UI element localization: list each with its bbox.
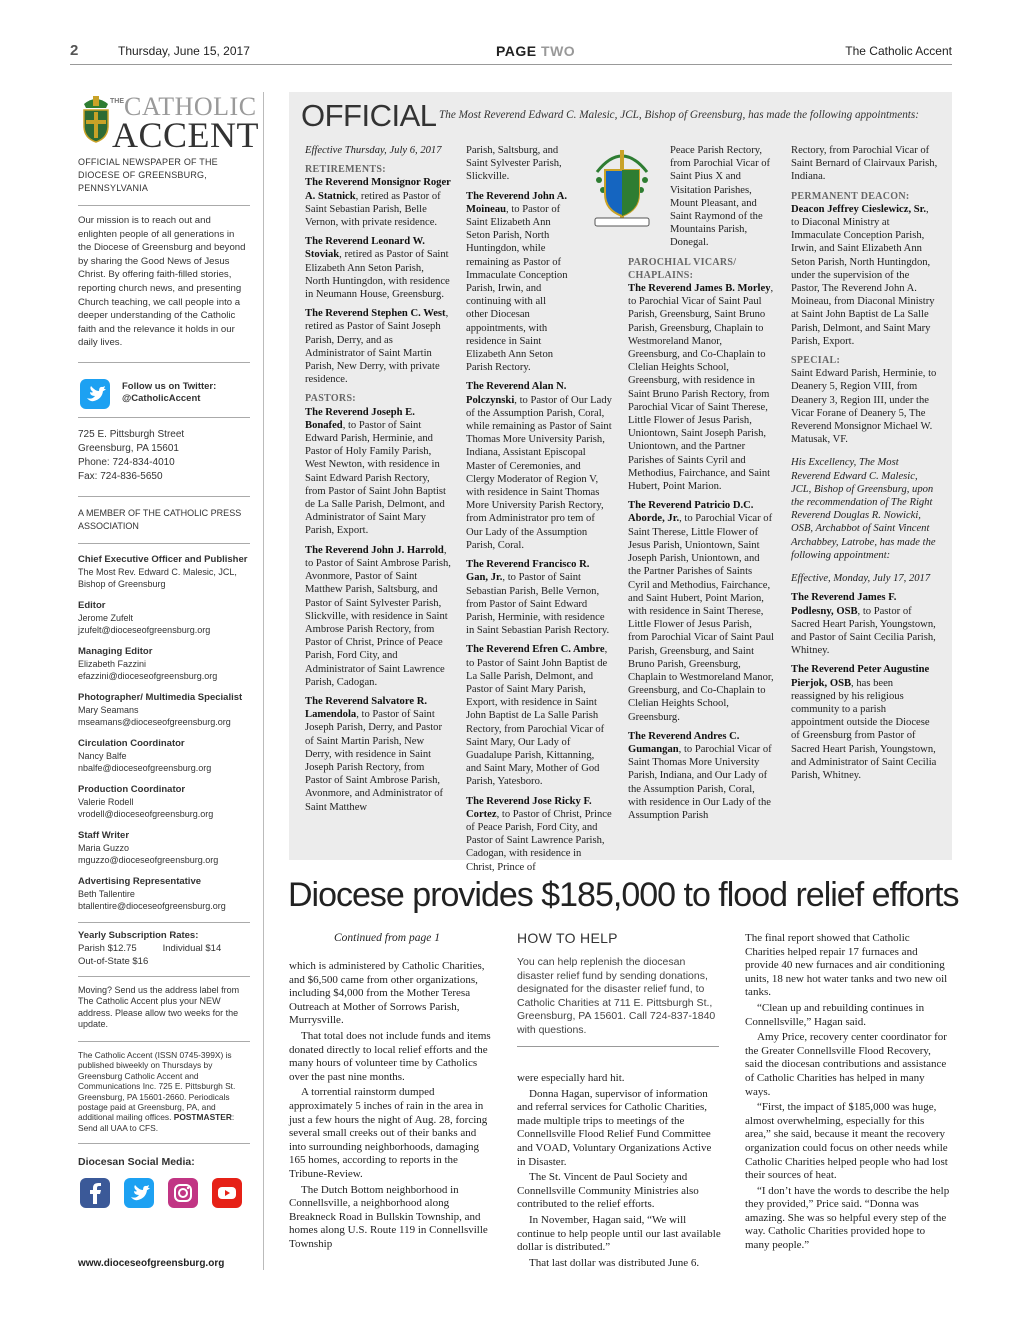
article-paragraph: “First, the impact of $185,000 was huge, almost overwhelming, especially for this area,” she said, because it meant the recovery organization could focus on other needs while Catholic Charities helped people who had lost their sources of heat.	[745, 1101, 948, 1182]
tagline: OFFICIAL NEWSPAPER OF THE DIOCESE OF GREENSBURG, PENNSYLVANIA	[78, 150, 250, 206]
article-paragraph: The St. Vincent de Paul Society and Connellsville Community Ministries also contributed to the relief efforts.	[517, 1171, 699, 1211]
official-subtitle: The Most Reverend Edward C. Malesic, JCL, Bishop of Greensburg, has made the following appointments:	[439, 109, 919, 121]
article-paragraph: were especially hard hit.	[517, 1072, 625, 1084]
staff-name: Mary Seamans mseamans@dioceseofgreensburg.org	[78, 704, 231, 727]
staff-list	[78, 554, 250, 912]
article-headline: Diocese provides $185,000 to flood relief efforts	[288, 876, 959, 914]
staff-entry	[78, 646, 250, 682]
staff-title: Staff Writer	[78, 829, 130, 841]
official-column-1: Effective Thursday, July 6, 2017 RETIREMENTS: The Reverend Monsignor Roger A. Statnick, retired as Pastor of Saint Sebastian Parish, Belle Vernon, with private residence. The Reverend Leonard W. Stoviak, retired as Pastor of Saint Elizabeth Ann Seton Parish, North Huntingdon, with residence in Neumann House, Greensburg. The Reverend Stephen C. West, retired as Pastor of Saint Joseph Parish, Derry, and as Administrator of Saint Martin Parish, New Derry, with private residence. PASTORS: The Reverend Joseph E. Bonafed, to Pastor of Saint Edward Parish, Herminie, and Pastor of Holy Family Parish, West Newton, with residence in Saint Edward Parish Rectory, from Pastor of Saint John Baptist de La Salle Parish, Delmont, and Administrator of Saint Mary Parish, Export. The Reverend John J. Harrold, to Pastor of Saint Ambrose Parish, Avonmore, Pastor of Saint Matthew Parish, Saltsburg, and Pastor of Saint Sylvester Parish, Slickville, with residence in Saint Ambrose Parish Rectory, from Pastor of Christ, Prince of Peace Parish, Ford City, and Administrator of Saint Lawrence Parish, Cadogan. The Reverend Salvatore R. Lamendola, to Pastor of Saint Joseph Parish, Derry, and Pastor of Saint Martin Parish, New Derry, with residence in Saint Joseph Parish Rectory, from Pastor of Saint Ambrose Parish, Avonmore, and Administrator of Saint Matthew	[305, 145, 451, 813]
how-to-help-body: You can help replenish the diocesan disaster relief fund by sending donations, designated for the disaster relief fund, to Catholic Charities at 711 E. Pittsburgh St., Greensburg, PA 15601. Call 724-837-1840 with questions.	[517, 956, 716, 1036]
article-paragraph: That last dollar was distributed June 6.	[529, 1256, 700, 1269]
official-column-3: Peace Parish Rectory, from Parochial Vicar of Saint Pius X and Visitation Parishes, Mount Pleasant, and Saint Raymond of the Mountains Parish, Donegal. PAROCHIAL VICARS/ CHAPLAINS: The Reverend James B. Morley, to Parochial Vicar of Saint Paul Parish, Greensburg, Saint Bruno Parish, Greensburg, Chaplain to Westmoreland Manor, Greensburg, and Co-Chaplain to Clelian Heights School, Greensburg, with residence in Saint Bruno Parish Rectory, from Parochial Vicar of Saint Therese, Little Flower of Jesus Parish, Uniontown, Saint Joseph Parish, Uniontown, and the Partner Parishes of Saints Cyril and Methodius, Fairchance, and Saint Hubert, Point Marion. The Reverend Patricio D.C. Aborde, Jr., to Parochial Vicar of Saint Therese, Little Flower of Jesus Parish, Uniontown, Saint Joseph Parish, Uniontown, and the Partner Parishes of Saints Cyril and Methodius, Fairchance, and Saint Hubert, Point Marion, with residence in Saint Therese, Little Flower of Jesus Parish, from Parochial Vicar of Saint Paul Parish, Greensburg, and Saint Bruno Parish, Greensburg, Chaplain to Westmoreland Manor, Greensburg, and Co-Chaplain to Clelian Heights School, Greensburg. The Reverend Andres C. Gumangan, to Parochial Vicar of Saint Thomas More University Parish, Indiana, and Our Lady of the Assumption Parish, Coral, with residence in Our Lady of the Assumption Parish	[628, 145, 774, 821]
social-icons	[78, 1178, 250, 1214]
staff-name: Nancy Balfe nbalfe@dioceseofgreensburg.org	[78, 750, 212, 773]
article-paragraph: A torrential rainstorm dumped approximately 5 inches of rain in the area in just a few hours the night of Aug. 28, forcing several small creeks out of their banks and into surrounding neighborhoods, damaging 165 homes, according to reports in the Tribune-Review.	[289, 1086, 488, 1180]
article-paragraph: In November, Hagan said, “We will continue to help people until our last available dollar is distributed.”	[517, 1213, 721, 1254]
staff-title: Circulation Coordinator	[78, 737, 185, 749]
section-title: PAGE TWO	[496, 43, 576, 59]
twitter-follow[interactable]: Follow us on Twitter: @CatholicAccent	[78, 377, 250, 418]
article-paragraph: That total does not include funds and items donated directly to local relief efforts and the many hours of volunteer time by Catholics over the past nine months.	[289, 1029, 491, 1083]
twitter-social-icon[interactable]	[124, 1178, 154, 1208]
member-note: A MEMBER OF THE CATHOLIC PRESS ASSOCIATION	[78, 497, 250, 544]
how-to-help-box	[517, 930, 719, 1047]
staff-entry	[78, 784, 250, 820]
masthead-sidebar	[78, 92, 259, 1214]
continued-note: Continued from page 1	[334, 932, 440, 944]
article-column-2	[517, 1072, 721, 1272]
contact-address: 725 E. Pittsburgh Street Greensburg, PA 15601 Phone: 724-834-4010 Fax: 724-836-5650	[78, 428, 250, 497]
mission-statement: Our mission is to reach out and enlighten people of all generations in the Diocese of Greensburg and beyond by sharing the Good News of Jesus Christ. By offering faith-filled stories, reporting church news, and presenting Church teaching, we call people into a deeper understanding of the Catholic faith and the relevance it holds in our daily lives.	[78, 214, 250, 363]
staff-title: Editor	[78, 599, 106, 611]
website-link[interactable]: www.dioceseofgreensburg.org	[78, 1258, 225, 1269]
issue-date: Thursday, June 15, 2017	[118, 44, 250, 58]
staff-title: Managing Editor	[78, 645, 153, 657]
article-paragraph: “Clean up and rebuilding continues in Connellsville,” Hagan said.	[745, 1001, 925, 1028]
youtube-icon[interactable]	[212, 1178, 242, 1208]
staff-entry	[78, 876, 250, 912]
staff-entry	[78, 692, 250, 728]
how-to-help-title: HOW TO HELP	[517, 930, 618, 946]
staff-name: Jerome Zufelt jzufelt@dioceseofgreensburg.org	[78, 612, 211, 635]
article-column-1	[289, 960, 495, 1253]
catholic-accent-logo: THE CATHOLIC ACCENT	[78, 92, 250, 150]
staff-name: Beth Tallentire btallentire@dioceseofgreensburg.org	[78, 888, 226, 911]
twitter-icon[interactable]	[80, 379, 110, 409]
article-column-3	[745, 932, 951, 1255]
subscription-rates: Yearly Subscription Rates: Parish $12.75 Individual $14 Out-of-State $16	[78, 922, 250, 977]
staff-name: Valerie Rodell vrodell@dioceseofgreensburg.org	[78, 796, 214, 819]
staff-entry	[78, 554, 250, 590]
logo-catholic: CATHOLIC	[124, 92, 257, 121]
page-number: 2	[70, 42, 79, 59]
twitter-handle[interactable]: @CatholicAccent	[122, 392, 201, 404]
article-paragraph: Donna Hagan, supervisor of information and referral services for Catholic Charities, made multiple trips to meetings of the Connellsville Flood Relief Fund Committee and VOAD, Voluntary Organizations Active in Disaster.	[517, 1087, 712, 1168]
instagram-icon[interactable]	[168, 1178, 198, 1208]
page-header	[70, 38, 952, 65]
staff-title: Production Coordinator	[78, 783, 186, 795]
staff-entry	[78, 738, 250, 774]
publication-name: The Catholic Accent	[845, 44, 952, 58]
facebook-icon[interactable]	[80, 1178, 110, 1208]
social-title: Diocesan Social Media:	[78, 1156, 195, 1169]
staff-entry	[78, 830, 250, 866]
official-title: OFFICIAL	[301, 98, 437, 133]
official-appointments-box	[289, 92, 952, 873]
staff-entry	[78, 600, 250, 636]
diocese-crest-icon	[78, 94, 114, 144]
official-column-4: Rectory, from Parochial Vicar of Saint Bernard of Clairvaux Parish, Indiana. PERMANENT DEACON: Deacon Jeffrey Cieslewicz, Sr., to Diaconal Ministry at Immaculate Conception Parish, Irwin, and Saint Elizabeth Ann Seton Parish, North Huntingdon, under the supervision of the Pastor, The Reverend John A. Moineau, from Diaconal Ministry at Saint John Baptist de La Salle Parish, Delmont, and Saint Mary Parish, Export. SPECIAL: Saint Edward Parish, Herminie, to Deanery 5, Region VIII, from Deanery 3, Region III, under the Vicar Forane of Deanery 5, The Reverend Monsignor Michael W. Matusak, VF. His Excellency, The Most Reverend Edward C. Malesic, JCL, Bishop of Greensburg, upon the recommendation of The Right Reverend Douglas R. Nowicki, OSB, Archabbot of Saint Vincent Archabbey, Latrobe, has made the following appointment: Effective, Monday, July 17, 2017 The Reverend James F. Podlesny, OSB, to Pastor of Sacred Heart Parish, Youngstown, and Pastor of Saint Cecilia Parish, Whitney. The Reverend Peter Augustine Pierjok, OSB, has been reassigned by his religious community to a parish appointment outside the Diocese of Greensburg from Pastor of Sacred Heart Parish, Youngstown, and Administrator of Saint Cecilia Parish, Whitney.	[791, 145, 938, 781]
column-divider	[263, 92, 264, 1270]
article-paragraph: which is administered by Catholic Charities, and $6,500 came from other organizations, including $4,000 from the Mother Teresa Outreach at Mother of Sorrows Parish, Murrysville.	[289, 960, 485, 1027]
moving-note: Moving? Send us the address label from The Catholic Accent plus your NEW address. Please allow two weeks for the update.	[78, 977, 250, 1042]
article-paragraph: Amy Price, recovery center coordinator for the Greater Connellsville Flood Recovery, said the diocesan contributions and assistance of Catholic Charities has helped in many ways.	[745, 1031, 947, 1098]
staff-title: Photographer/ Multimedia Specialist	[78, 691, 243, 703]
article-paragraph: The final report showed that Catholic Charities helped repair 17 furnaces and provide 40 new furnaces and air conditioning units, 18 new hot water tanks and two new oil tanks.	[745, 932, 948, 999]
staff-title: Chief Executive Officer and Publisher	[78, 553, 248, 565]
official-column-2: Parish, Saltsburg, and Saint Sylvester Parish, Slickville. The Reverend John A. Moineau, to Pastor of Saint Elizabeth Ann Seton Parish, North Huntingdon, while remaining as Pastor of Immaculate Conception Parish, Irwin, and continuing with all other Diocesan appointments, with residence in Saint Elizabeth Ann Seton Parish Rectory. The Reverend Alan N. Polczynski, to Pastor of Our Lady of the Assumption Parish, Coral, while remaining as Pastor of Saint Thomas More University Parish, Indiana, Assistant Episcopal Master of Ceremonies, and Clergy Moderator of Region V, with residence in Saint Thomas More University Parish Rectory, from Administrator pro tem of Our Lady of the Assumption Parish, Coral. The Reverend Francisco R. Gan, Jr., to Pastor of Saint Sebastian Parish, Belle Vernon, from Pastor of Saint Edward Parish, Herminie, with residence in Saint Sebastian Parish Rectory. The Reverend Efren C. Ambre, to Pastor of Saint John Baptist de La Salle Parish, Delmont, and Pastor of Saint Mary Parish, Export, with residence in Saint John Baptist de La Salle Parish Rectory, from Parochial Vicar of Saint Mary, Our Lady of Guadalupe Parish, Kittanning, and Saint Mary, Mother of God Parish, Yatesboro. The Reverend Jose Ricky F. Cortez, to Pastor of Christ, Prince of Peace Parish, Ford City, and Pastor of Saint Lawrence Parish, Cadogan, with residence in Christ, Prince of	[466, 145, 612, 873]
issn-note: The Catholic Accent (ISSN 0745-399X) is published biweekly on Thursdays by Greensburg Catholic Accent and Communications Inc. 725 E. Pittsburgh St. Greensburg, PA 15601-2660. Periodicals postage paid at Greensburg, PA, and additional mailing offices. POSTMASTER: Send all UAA to CFS.	[78, 1042, 250, 1144]
staff-name: Elizabeth Fazzini efazzini@dioceseofgreensburg.org	[78, 658, 218, 681]
article-paragraph: The Dutch Bottom neighborhood in Connellsville, a neighborhood along Breakneck Road in Bullskin Township, and homes along U.S. Route 119 in Connellsville Township	[289, 1183, 488, 1250]
staff-name: Maria Guzzo mguzzo@dioceseofgreensburg.org	[78, 842, 219, 865]
logo-accent: ACCENT	[112, 115, 259, 155]
article-paragraph: “I don’t have the words to describe the help they provided,” Price said. “Donna was amazing. She was so helpful every step of the way. Catholic Charities provided hope to many people.”	[745, 1184, 950, 1252]
staff-title: Advertising Representative	[78, 875, 202, 887]
staff-name: The Most Rev. Edward C. Malesic, JCL, Bishop of Greensburg	[78, 566, 237, 589]
